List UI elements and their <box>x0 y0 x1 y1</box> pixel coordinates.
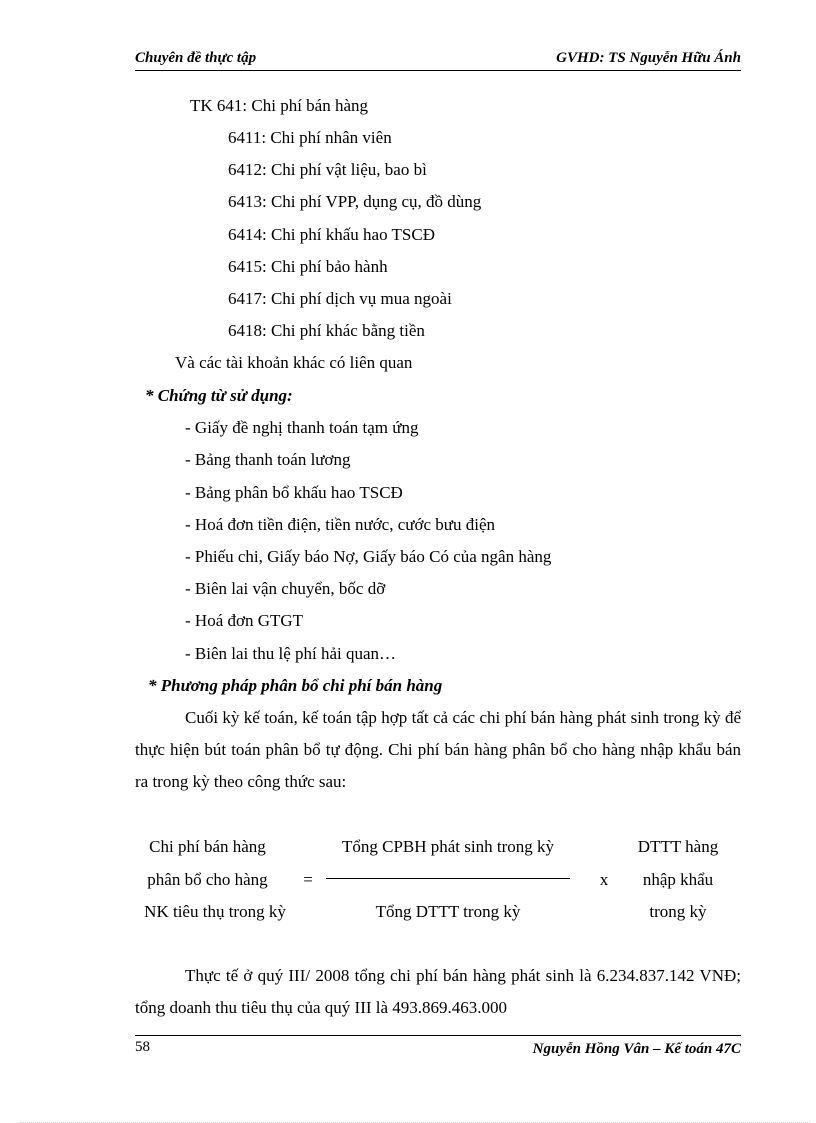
header-title: Chuyên đề thực tập <box>135 50 257 66</box>
formula-rhs-line: nhập khẩu <box>642 870 714 889</box>
account-other: Và các tài khoản khác có liên quan <box>175 353 413 372</box>
page-number: 58 <box>135 1039 150 1055</box>
closing-paragraph: Thực tế ở quý III/ 2008 tổng chi phí bán hàng phát sinh là 6.234.837.142 VNĐ; tổng doanh thu tiêu thụ của quý III là 493.869.463.000 <box>135 966 741 1017</box>
document-item: - Biên lai vận chuyển, bốc dỡ <box>185 579 386 598</box>
account-item: 6418: Chi phí khác bằng tiền <box>228 321 425 340</box>
document-item: - Bảng thanh toán lương <box>185 450 351 469</box>
account-item: 6417: Chi phí dịch vụ mua ngoài <box>228 289 452 308</box>
document-item: - Giấy đề nghị thanh toán tạm ứng <box>185 418 419 437</box>
method-paragraph: Cuối kỳ kế toán, kế toán tập hợp tất cả các chi phí bán hàng phát sinh trong kỳ để thực hiện bút toán phân bổ tự động. Chi phí bán hàng phân bổ cho hàng nhập khẩu bán ra trong kỳ theo công thức sau: <box>135 708 741 791</box>
documents-heading: * Chứng từ sử dụng: <box>145 386 293 405</box>
fraction-bar <box>326 878 570 879</box>
formula-rhs-line: trong kỳ <box>649 902 707 921</box>
account-title: TK 641: Chi phí bán hàng <box>190 96 369 115</box>
account-item: 6415: Chi phí bảo hành <box>228 257 388 276</box>
account-item: 6414: Chi phí khấu hao TSCĐ <box>228 225 435 244</box>
formula-rhs-line: DTTT hàng <box>637 837 719 856</box>
method-heading: * Phương pháp phân bổ chi phí bán hàng <box>148 676 443 695</box>
page-header <box>135 48 741 71</box>
formula-lhs-line: NK tiêu thụ trong kỳ <box>144 902 286 921</box>
document-item: - Hoá đơn tiền điện, tiền nước, cước bưu điện <box>185 515 496 534</box>
formula-lhs-line: Chi phí bán hàng <box>149 837 266 856</box>
formula-denominator: Tổng DTTT trong kỳ <box>375 902 521 921</box>
document-item: - Bảng phân bổ khấu hao TSCĐ <box>185 483 403 502</box>
document-item: - Phiếu chi, Giấy báo Nợ, Giấy báo Có của ngân hàng <box>185 547 552 566</box>
account-item: 6412: Chi phí vật liệu, bao bì <box>228 160 427 179</box>
formula-numerator: Tổng CPBH phát sinh trong kỳ <box>341 837 555 856</box>
account-item: 6413: Chi phí VPP, dụng cụ, đồ dùng <box>228 192 482 211</box>
formula-times: x <box>599 870 609 889</box>
formula-equals: = <box>303 870 313 889</box>
header-supervisor: GVHD: TS Nguyễn Hữu Ánh <box>556 50 741 66</box>
footer-author: Nguyễn Hồng Vân – Kế toán 47C <box>532 1041 741 1057</box>
account-item: 6411: Chi phí nhân viên <box>228 128 392 147</box>
footer-rule <box>135 1035 741 1036</box>
document-item: - Biên lai thu lệ phí hải quan… <box>185 644 397 663</box>
document-item: - Hoá đơn GTGT <box>185 611 304 630</box>
formula-lhs-line: phân bổ cho hàng <box>147 870 268 889</box>
